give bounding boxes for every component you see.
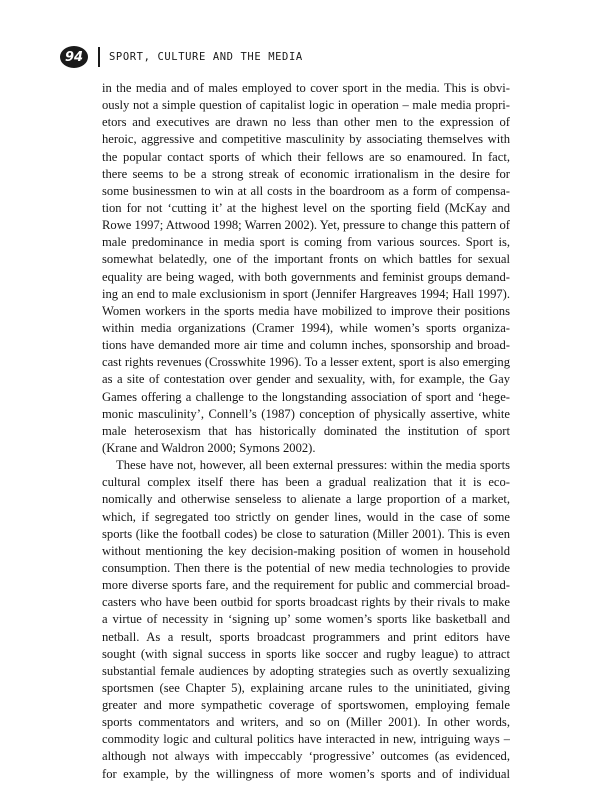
text-line: equality are being waged, with both governments and feminist groups demand- xyxy=(102,269,510,284)
text-line: (Krane and Waldron 2000; Symons 2002). xyxy=(102,440,316,455)
text-line: cultural complex itself there has been a gradual realization that it is eco- xyxy=(102,475,510,490)
text-line: there seems to be a strong streak of economic irrationalism in the desire for xyxy=(102,166,510,181)
paragraph xyxy=(102,80,510,457)
text-line: although not always with impeccably ‘progressive’ outcomes (as evidenced, xyxy=(102,749,510,764)
text-line: cast rights revenues (Crosswhite 1996). To a lesser extent, sport is also emerging xyxy=(102,355,510,370)
text-line: heroic, aggressive and competitive masculinity by associating themselves with xyxy=(102,132,510,147)
text-line: ing an end to male exclusionism in sport (Jennifer Hargreaves 1994; Hall 1997). xyxy=(102,286,510,301)
text-line: commodity logic and cultural politics have interacted in new, intriguing ways – xyxy=(102,732,510,747)
text-line: sports (like the football codes) be close to saturation (Miller 2001). This is even xyxy=(102,526,510,541)
body-text xyxy=(102,80,510,783)
text-line: without mentioning the key decision-making position of women in household xyxy=(102,543,510,558)
text-line: monic masculinity’, Connell’s (1987) conception of physically assertive, white xyxy=(102,406,510,421)
running-head-title: SPORT, CULTURE AND THE MEDIA xyxy=(109,51,303,63)
page-number: 94 xyxy=(60,46,88,68)
paragraph xyxy=(102,457,510,783)
text-line: casters who have been outbid for sports broadcast rights by their rivals to make xyxy=(102,595,510,610)
text-line: more diverse sports fare, and the requirement for public and commercial broad- xyxy=(102,578,510,593)
text-line: which, if segregated too strictly on gender lines, would in the case of some xyxy=(102,509,510,524)
text-line: ously not a simple question of capitalist logic in operation – male media propri- xyxy=(102,98,510,113)
text-line: in the media and of males employed to cover sport in the media. This is obvi- xyxy=(102,81,510,95)
header-divider xyxy=(98,47,100,67)
text-line: greater and more sympathetic coverage of sportswomen, employing female xyxy=(102,698,510,713)
text-line: somewhat belatedly, one of the important fronts on which battles for sexual xyxy=(102,252,510,267)
text-line: the popular contact sports of which their fellows are so enamoured. In fact, xyxy=(102,149,510,164)
text-line: male predominance in media sport is coming from various sources. Sport is, xyxy=(102,235,510,250)
text-line: sports commentators and writers, and so on (Miller 2001). In other words, xyxy=(102,715,510,730)
text-line: male heterosexism that has historically dominated the institution of sport xyxy=(102,423,510,438)
text-line: nomically and otherwise senseless to alienate a large proportion of a market, xyxy=(102,492,510,507)
text-line: some businessmen to win at all costs in the boardroom as a form of compensa- xyxy=(102,183,510,198)
text-line: These have not, however, all been external pressures: within the media sports xyxy=(116,458,510,473)
text-line: sportsmen (see Chapter 5), explaining arcane rules to the uninitiated, giving xyxy=(102,680,510,695)
text-line: tion for not ‘cutting it’ at the highest level on the sporting field (McKay and xyxy=(102,200,510,215)
text-line: consumption. Then there is the potential of new media technologies to provide xyxy=(102,560,510,575)
text-line: etors and executives are drawn no less than other men to the expression of xyxy=(102,115,510,130)
running-header xyxy=(60,44,303,70)
text-line: within media organizations (Cramer 1994), while women’s sports organiza- xyxy=(102,320,510,335)
text-line: for example, by the willingness of more women’s sports and of individual xyxy=(102,766,510,781)
text-line: Games offering a challenge to the longstanding association of sport and ‘hege- xyxy=(102,389,510,404)
text-line: sought (with signal success in sports like soccer and rugby league) to attract xyxy=(102,646,510,661)
text-line: tions have demanded more air time and column inches, sponsorship and broad- xyxy=(102,338,510,353)
text-line: substantial female audiences by adopting strategies such as overtly sexualizing xyxy=(102,663,510,678)
text-line: netball. As a result, sports broadcast programmers and print editors have xyxy=(102,629,510,644)
text-line: Rowe 1997; Attwood 1998; Warren 2002). Yet, pressure to change this pattern of xyxy=(102,218,510,233)
text-line: as a site of contestation over gender and sexuality, with, for example, the Gay xyxy=(102,372,510,387)
text-line: a virtue of necessity in ‘signing up’ some women’s sports like basketball and xyxy=(102,612,510,627)
text-line: Women workers in the sports media have mobilized to improve their positions xyxy=(102,303,510,318)
